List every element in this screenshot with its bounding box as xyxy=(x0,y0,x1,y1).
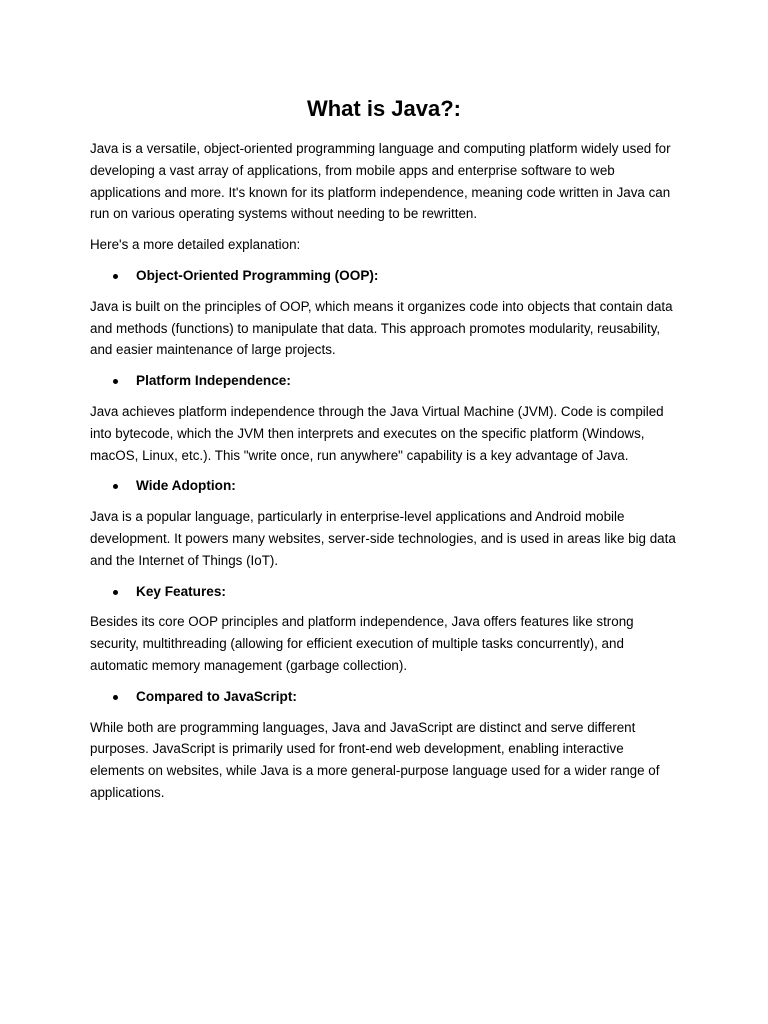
section-list-compared-to-javascript xyxy=(90,686,678,708)
section-heading-platform-independence xyxy=(90,370,678,392)
bullet-icon xyxy=(113,695,118,700)
section-body-key-features: Besides its core OOP principles and platform independence, Java offers features like strong security, multithreading (allowing for efficient execution of multiple tasks concurrently), and automatic memory management (garbage collection). xyxy=(90,614,634,673)
section-heading-key-features xyxy=(90,581,678,603)
lead-in-paragraph: Here's a more detailed explanation: xyxy=(90,237,301,253)
bullet-icon xyxy=(113,590,118,595)
bullet-icon xyxy=(113,274,118,279)
section-body-platform-independence: Java achieves platform independence through the Java Virtual Machine (JVM). Code is compiled into bytecode, which the JVM then interprets and executes on the specific platform (Windows, macOS, Linux, etc.). This "write once, run anywhere" capability is a key advantage of Java. xyxy=(90,403,664,463)
section-heading-oop xyxy=(90,265,678,287)
section-heading-text: Object-Oriented Programming (OOP): xyxy=(136,267,379,283)
intro-paragraph: Java is a versatile, object-oriented programming language and computing platform widely used for developing a vast array of applications, from mobile apps and enterprise software to web applications and more. It's known for its platform independence, meaning code written in Java can run on various operating systems without needing to be rewritten. xyxy=(90,141,671,222)
section-body-wide-adoption: Java is a popular language, particularly in enterprise-level applications and Android mobile development. It powers many websites, server-side technologies, and is used in areas like big data and the Internet of Things (IoT). xyxy=(90,509,676,568)
page-title: What is Java?: xyxy=(306,96,462,121)
section-heading-compared-to-javascript xyxy=(90,686,678,708)
section-list-wide-adoption xyxy=(90,475,678,497)
section-heading-text: Platform Independence: xyxy=(136,373,291,389)
section-body-compared-to-javascript: While both are programming languages, Java and JavaScript are distinct and serve different purposes. JavaScript is primarily used for front-end web development, enabling interactive elements on websites, while Java is a more general-purpose language used for a wider range of applications. xyxy=(90,719,660,800)
bullet-icon xyxy=(113,484,118,489)
bullet-icon xyxy=(113,379,118,384)
section-heading-text: Wide Adoption: xyxy=(136,478,236,494)
section-list-platform-independence xyxy=(90,370,678,392)
section-list-key-features xyxy=(90,581,678,603)
section-heading-text: Compared to JavaScript: xyxy=(136,688,297,704)
section-list-oop xyxy=(90,265,678,287)
section-body-oop: Java is built on the principles of OOP, which means it organizes code into objects that contain data and methods (functions) to manipulate that data. This approach promotes modularity, reusability, and easier maintenance of large projects. xyxy=(90,298,673,358)
section-heading-text: Key Features: xyxy=(136,583,226,599)
section-heading-wide-adoption xyxy=(90,475,678,497)
